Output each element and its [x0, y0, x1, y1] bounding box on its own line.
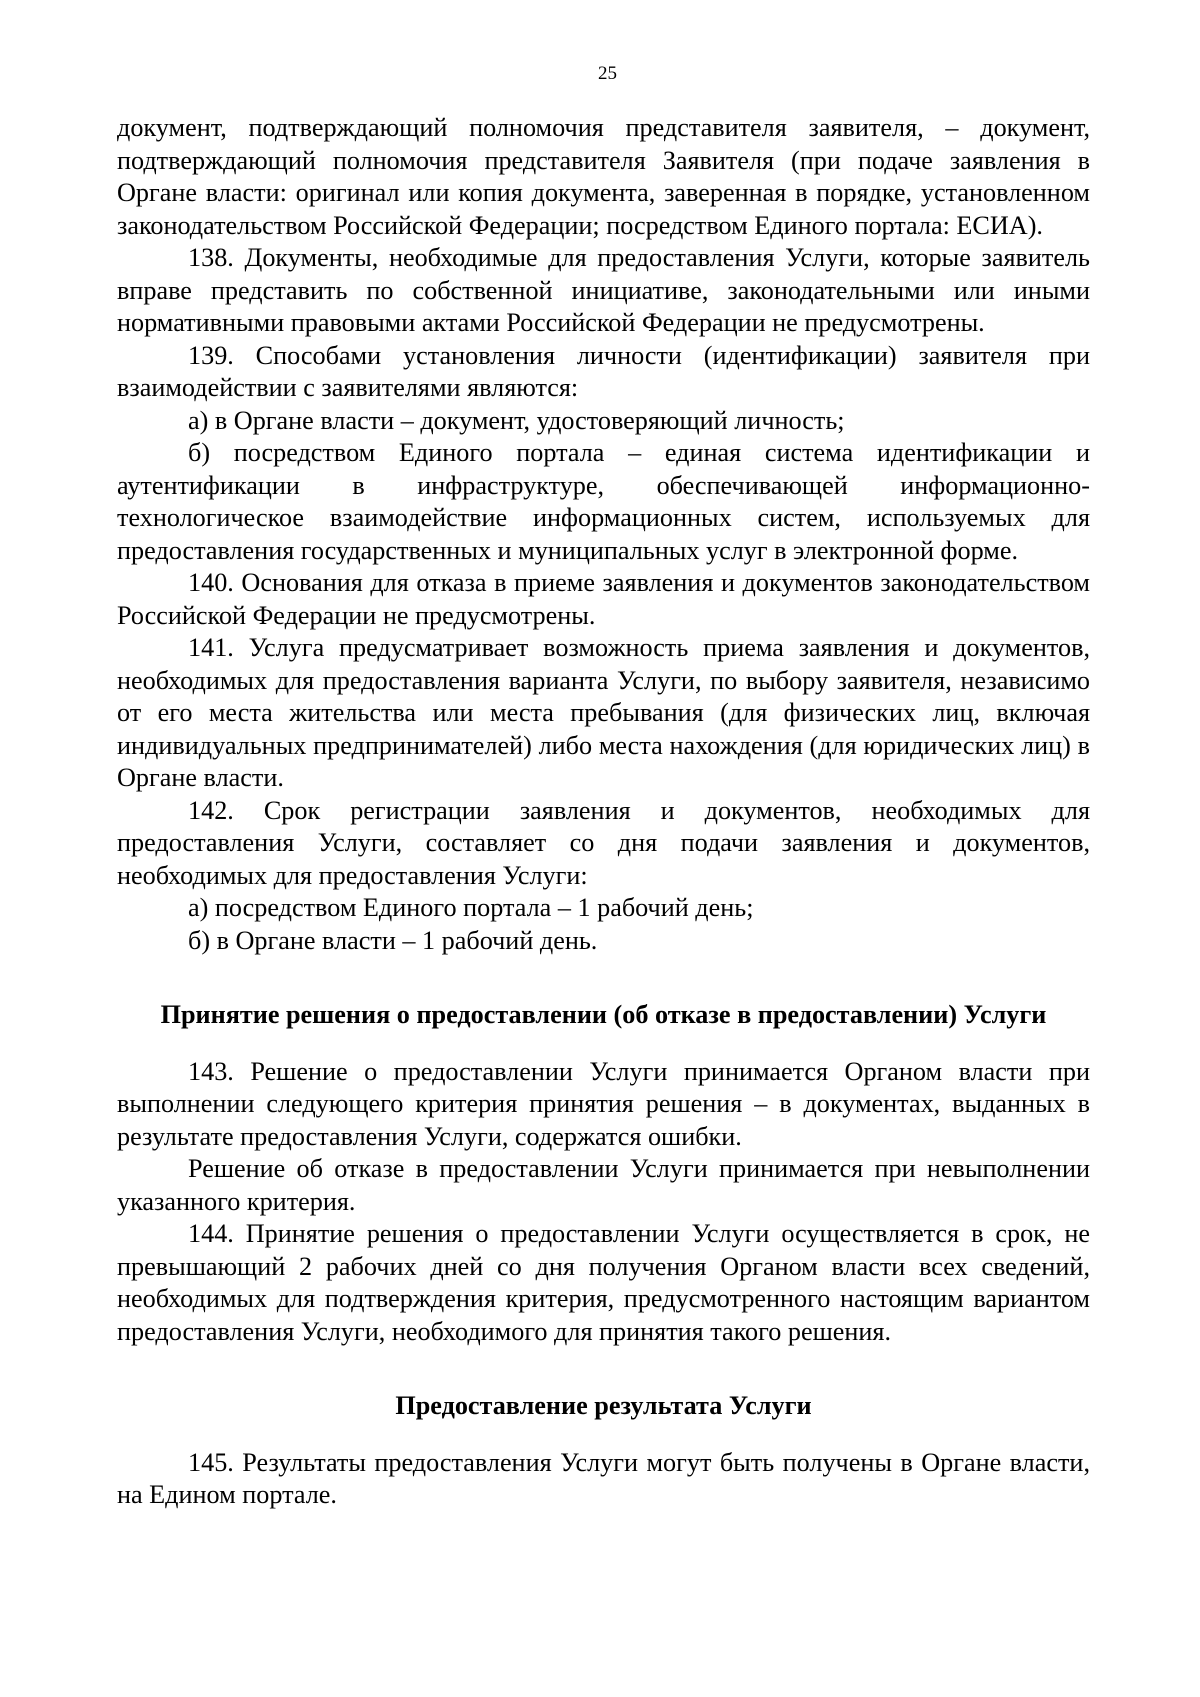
paragraph-138: 138. Документы, необходимые для предоставления Услуги, которые заявитель вправе представить по собственной инициативе, законодательными или иными нормативными правовыми актами Российской Федерации не предусмотрены.: [117, 243, 1090, 337]
paragraph-145: 145. Результаты предоставления Услуги могут быть получены в Органе власти, на Едином портале.: [117, 1447, 1090, 1509]
paragraph-139-b: б) посредством Единого портала – единая система идентификации и аутентификации в инфраструктуре, обеспечивающей информационно-технологическое взаимодействие информационных систем, используемых для предоставления государственных и муниципальных услуг в электронной форме.: [117, 438, 1090, 565]
paragraph-139: 139. Способами установления личности (идентификации) заявителя при взаимодействии с заявителями являются:: [117, 340, 1090, 402]
paragraph-143: 143. Решение о предоставлении Услуги принимается Органом власти при выполнении следующего критерия принятия решения – в документах, выданных в результате предоставления Услуги, содержатся ошибки.: [117, 1056, 1090, 1151]
section-heading-decision: Принятие решения о предоставлении (об отказе в предоставлении) Услуги: [160, 1000, 1047, 1029]
paragraph-141: 141. Услуга предусматривает возможность приема заявления и документов, необходимых для предоставления варианта Услуги, по выбору заявителя, независимо от его места жительства или места пребывания (для физических лиц, включая индивидуальных предпринимателей) либо места нахождения (для юридических лиц) в Органе власти.: [117, 633, 1090, 792]
paragraph-142: 142. Срок регистрации заявления и документов, необходимых для предоставления Услуги, составляет со дня подачи заявления и документов, необходимых для предоставления Услуги:: [117, 795, 1090, 890]
paragraph-142-b: б) в Органе власти – 1 рабочий день.: [188, 925, 598, 955]
paragraph-140: 140. Основания для отказа в приеме заявления и документов законодательством Российской Федерации не предусмотрены.: [117, 568, 1090, 630]
paragraph-137-continuation: документ, подтверждающий полномочия представителя заявителя, – документ, подтверждающий полномочия представителя Заявителя (при подаче заявления в Органе власти: оригинал или копия документа, заверенная в порядке, установленном законодательством Российской Федерации; посредством Единого портала: ЕСИА).: [117, 113, 1090, 240]
page-number: 25: [598, 63, 617, 84]
paragraph-142-a: а) посредством Единого портала – 1 рабочий день;: [188, 893, 754, 922]
paragraph-143-refusal: Решение об отказе в предоставлении Услуги принимается при невыполнении указанного критерия.: [117, 1154, 1090, 1216]
paragraph-144: 144. Принятие решения о предоставлении Услуги осуществляется в срок, не превышающий 2 рабочих дней со дня получения Органом власти всех сведений, необходимых для подтверждения критерия, предусмотренного настоящим вариантом предоставления Услуги, необходимого для принятия такого решения.: [117, 1219, 1090, 1346]
section-heading-result: Предоставление результата Услуги: [395, 1391, 812, 1420]
paragraph-139-a: а) в Органе власти – документ, удостоверяющий личность;: [188, 405, 845, 435]
